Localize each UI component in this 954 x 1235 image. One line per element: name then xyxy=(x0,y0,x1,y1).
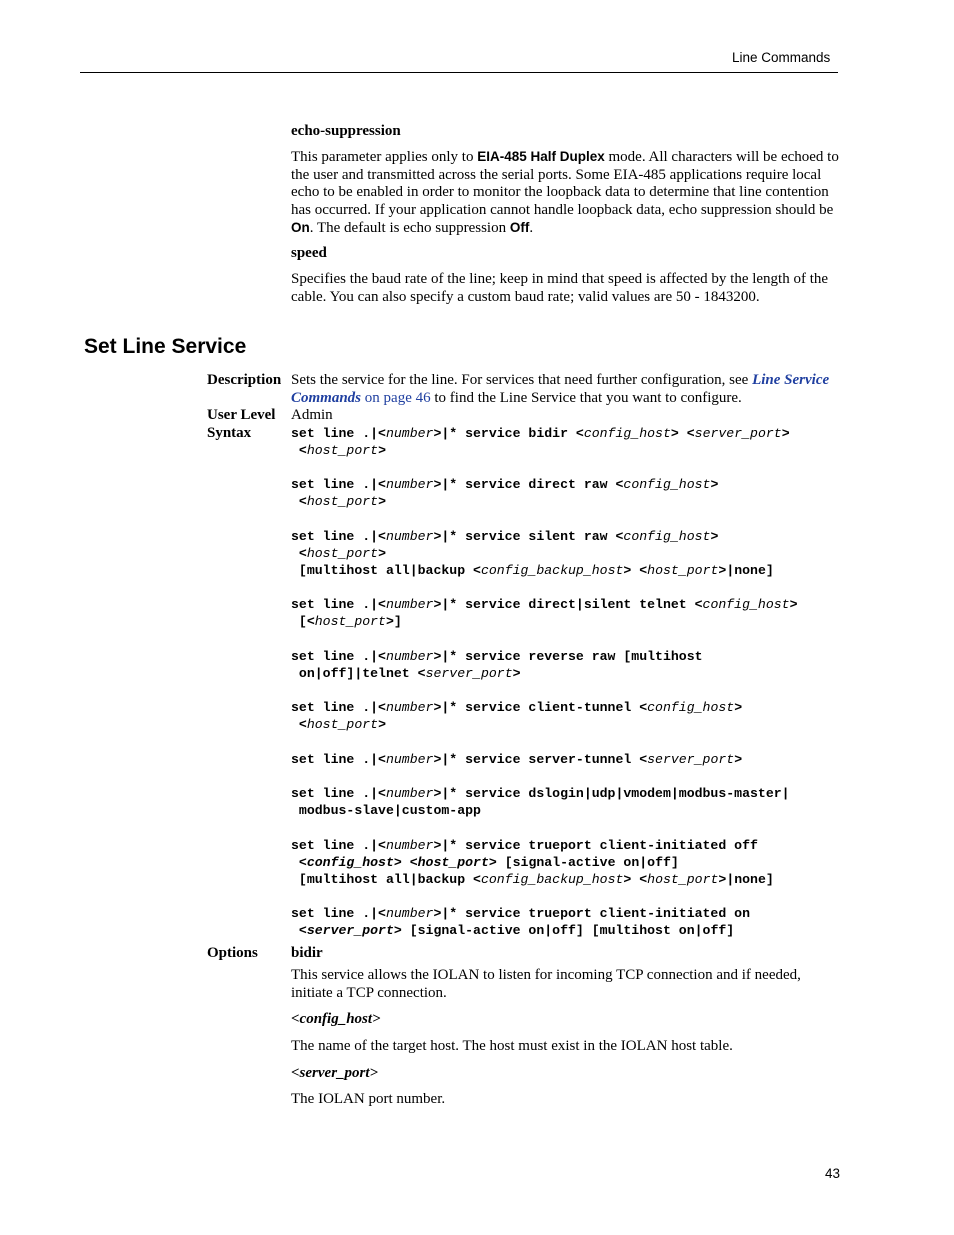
syntax-command: set line .|<number>|* service direct|silent telnet <config_host> [<host_port>] xyxy=(291,597,798,630)
description-text: Sets the service for the line. For services that need further configuration, see Line Service Commands on page 46 to find the Line Service that you want to configure. xyxy=(291,372,830,406)
server-port-text: The IOLAN port number. xyxy=(291,1091,446,1107)
syntax-command: set line .|<number>|* service trueport client-initiated off <config_host> <host_port> [signal-active on|off] [multihost all|backup <config_backup_host> <host_port>|none] xyxy=(291,838,774,888)
speed-heading: speed xyxy=(291,245,327,261)
echo-suppression-heading: echo-suppression xyxy=(291,123,401,139)
syntax-command: set line .|<number>|* service direct raw <config_host> <host_port> xyxy=(291,477,719,510)
syntax-command: set line .|<number>|* service trueport client-initiated on <server_port> [signal-active on|off] [multihost on|off] xyxy=(291,906,751,939)
server-port-heading: <server_port> xyxy=(291,1065,379,1081)
syntax-command: set line .|<number>|* service silent raw <config_host> <host_port> [multihost all|backup <config_backup_host> <host_port>|none] xyxy=(291,529,774,579)
section-title: Set Line Service xyxy=(84,335,247,358)
line-service-commands-link[interactable]: Line Service Commands xyxy=(291,372,830,406)
user-level-value: Admin xyxy=(291,407,333,423)
syntax-command: set line .|<number>|* service server-tunnel <server_port> xyxy=(291,752,743,767)
syntax-command: set line .|<number>|* service client-tunnel <config_host> <host_port> xyxy=(291,700,743,733)
page-reference-link[interactable]: on page 46 xyxy=(361,389,431,406)
syntax-command: set line .|<number>|* service bidir <config_host> <server_port> <host_port> xyxy=(291,426,790,459)
header-rule xyxy=(80,72,838,73)
config-host-text: The name of the target host. The host must exist in the IOLAN host table. xyxy=(291,1038,733,1054)
config-host-heading: <config_host> xyxy=(291,1011,381,1027)
bidir-heading: bidir xyxy=(291,945,323,961)
eia485-mode: EIA-485 Half Duplex xyxy=(477,149,605,164)
echo-suppression-text: This parameter applies only to EIA-485 Half Duplex mode. All characters will be echoed to the user and transmitted across the serial ports. Some EIA-485 applications require local echo to be enabled in order to monitor the loopback data to determine that line contention has occurred. If your application cannot handle loopback data, echo suppression should be On. The default is echo suppression Off. xyxy=(291,149,839,236)
speed-text: Specifies the baud rate of the line; keep in mind that speed is affected by the length of the cable. You can also specify a custom baud rate; valid values are 50 - 1843200. xyxy=(291,271,829,305)
page-number: 43 xyxy=(825,1166,841,1181)
options-label: Options xyxy=(207,945,258,961)
syntax-label: Syntax xyxy=(207,425,252,441)
description-label: Description xyxy=(207,372,282,388)
bidir-text: This service allows the IOLAN to listen for incoming TCP connection and if needed, initiate a TCP connection. xyxy=(291,967,801,1001)
user-level-label: User Level xyxy=(207,407,276,423)
syntax-command: set line .|<number>|* service reverse raw [multihost on|off]|telnet <server_port> xyxy=(291,649,703,682)
syntax-command: set line .|<number>|* service dslogin|udp|vmodem|modbus-master| modbus-slave|custom-app xyxy=(291,786,790,819)
running-header: Line Commands xyxy=(732,50,831,65)
